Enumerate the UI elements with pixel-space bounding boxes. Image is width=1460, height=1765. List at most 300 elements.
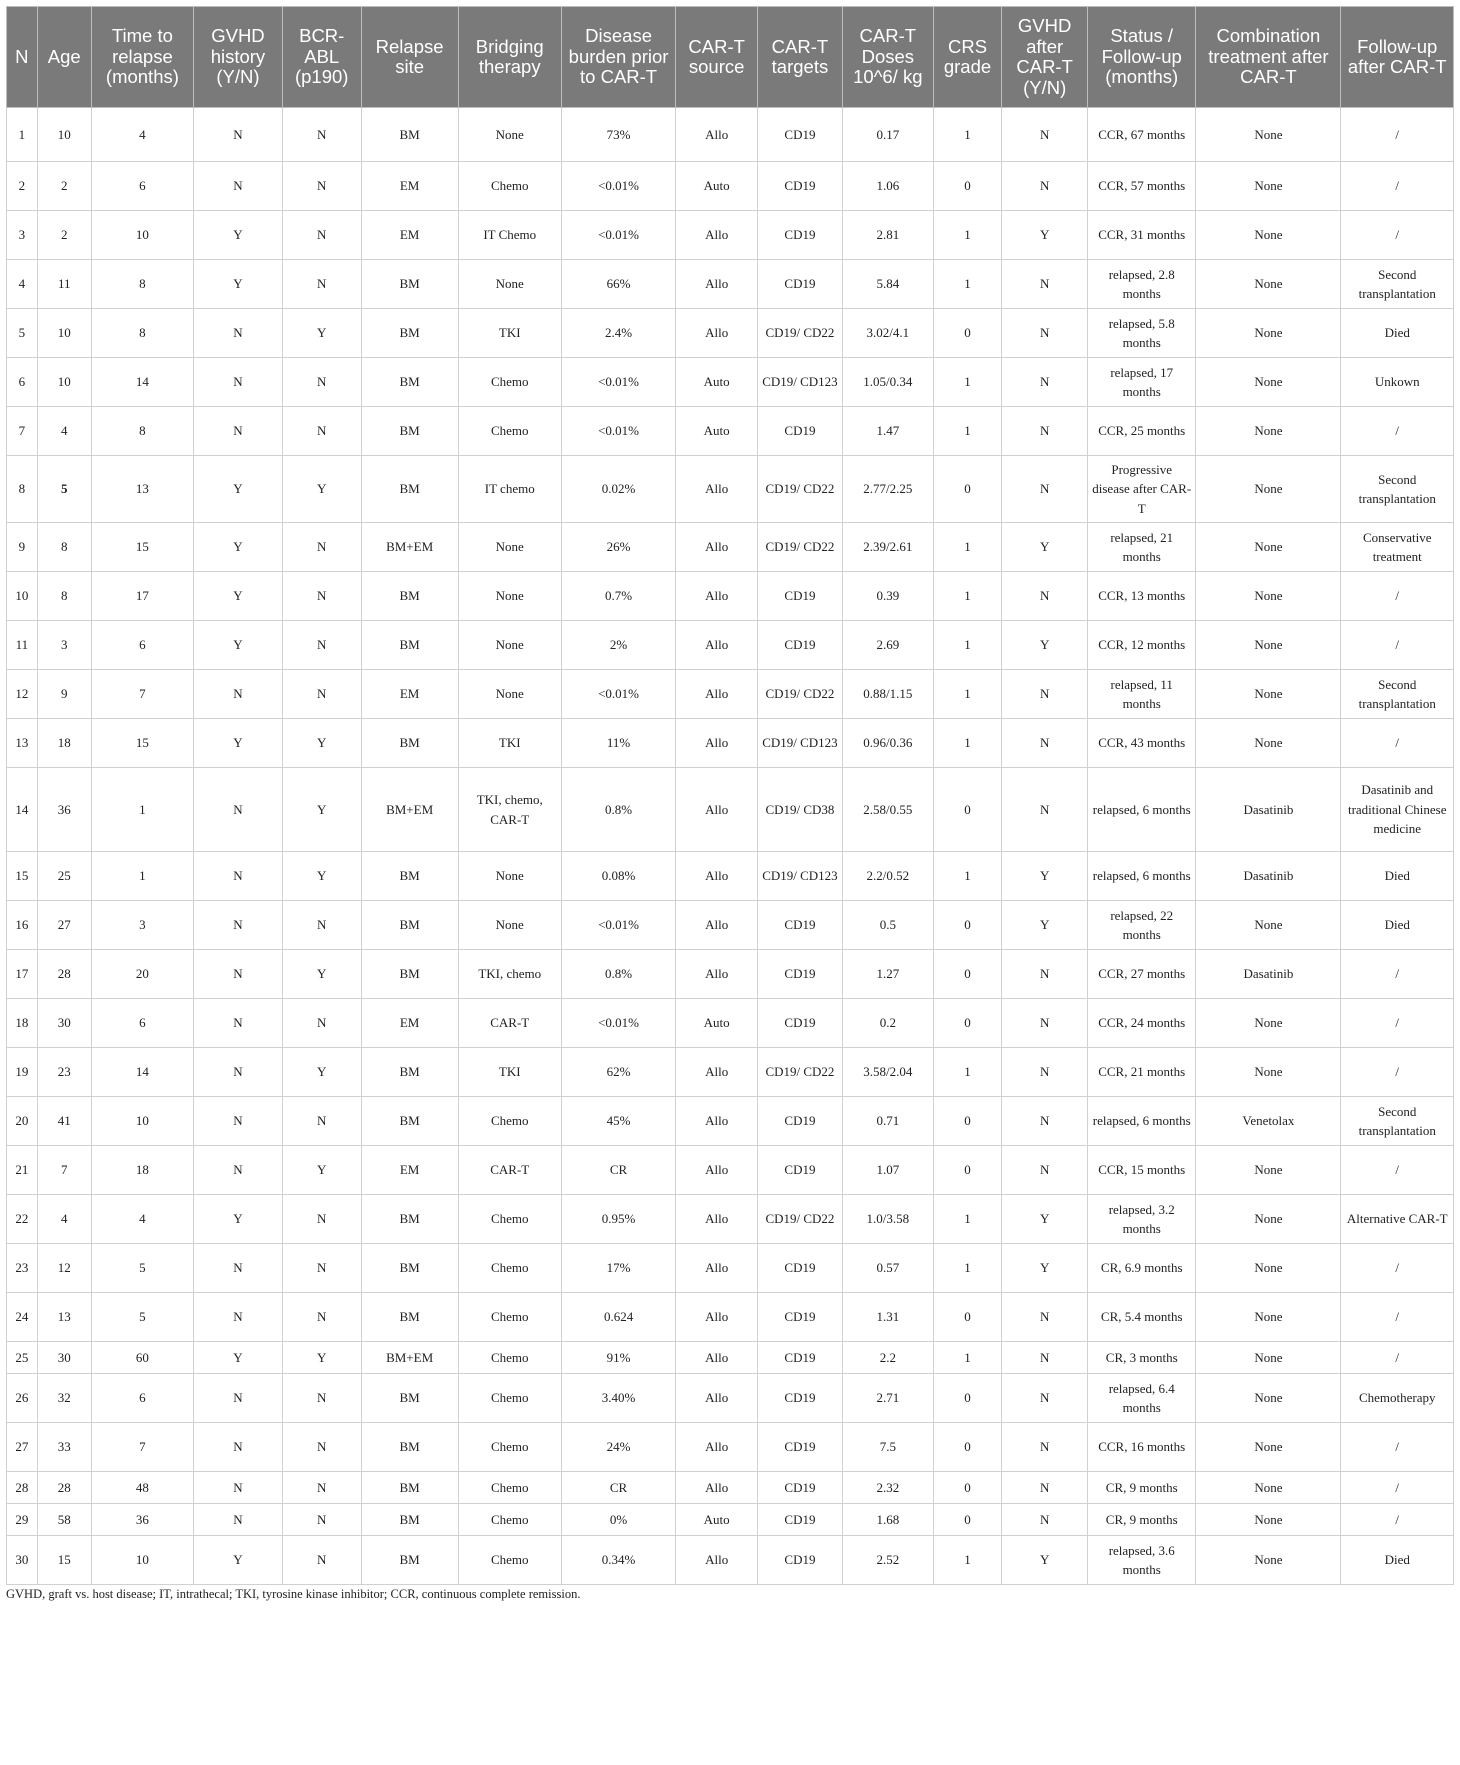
cell-time-to-relapse: 1 xyxy=(91,852,193,901)
cell-status-follow-up: relapsed, 6.4 months xyxy=(1088,1374,1196,1423)
cell-n: 11 xyxy=(7,621,38,670)
cell-age: 32 xyxy=(37,1374,91,1423)
table-row xyxy=(7,572,1454,621)
cell-gvhd-history: N xyxy=(194,1423,283,1472)
cell-car-t-source: Allo xyxy=(676,901,758,950)
cell-status-follow-up: relapsed, 17 months xyxy=(1088,358,1196,407)
cell-car-t-targets: CD19/ CD123 xyxy=(758,358,843,407)
cell-car-t-targets: CD19/ CD22 xyxy=(758,309,843,358)
cell-gvhd-after: Y xyxy=(1002,1195,1088,1244)
cell-n: 30 xyxy=(7,1536,38,1585)
cell-combination-treatment: None xyxy=(1196,1504,1341,1536)
cell-disease-burden: CR xyxy=(561,1472,675,1504)
cell-car-t-doses: 2.2/0.52 xyxy=(842,852,933,901)
cell-gvhd-after: N xyxy=(1002,1504,1088,1536)
cell-bridging-therapy: None xyxy=(458,852,561,901)
header-cell: GVHD history (Y/N) xyxy=(194,7,283,108)
cell-bridging-therapy: None xyxy=(458,572,561,621)
cell-follow-up-after: Second transplantation xyxy=(1341,456,1454,523)
cell-crs-grade: 0 xyxy=(933,1504,1001,1536)
cell-bridging-therapy: TKI, chemo xyxy=(458,950,561,999)
cell-bridging-therapy: Chemo xyxy=(458,1504,561,1536)
cell-gvhd-history: N xyxy=(194,309,283,358)
cell-crs-grade: 1 xyxy=(933,407,1001,456)
cell-bcr-abl: Y xyxy=(282,719,361,768)
cell-age: 7 xyxy=(37,1146,91,1195)
cell-car-t-source: Allo xyxy=(676,1472,758,1504)
cell-n: 14 xyxy=(7,768,38,852)
cell-car-t-doses: 2.32 xyxy=(842,1472,933,1504)
header-cell: Bridging therapy xyxy=(458,7,561,108)
cell-n: 26 xyxy=(7,1374,38,1423)
patient-table xyxy=(6,6,1454,1585)
cell-age: 28 xyxy=(37,1472,91,1504)
cell-car-t-doses: 1.27 xyxy=(842,950,933,999)
cell-combination-treatment: None xyxy=(1196,1472,1341,1504)
cell-combination-treatment: None xyxy=(1196,901,1341,950)
cell-follow-up-after: Chemotherapy xyxy=(1341,1374,1454,1423)
cell-relapse-site: EM xyxy=(361,162,458,211)
cell-bridging-therapy: None xyxy=(458,260,561,309)
cell-status-follow-up: CR, 5.4 months xyxy=(1088,1293,1196,1342)
cell-follow-up-after: Died xyxy=(1341,309,1454,358)
cell-car-t-doses: 0.88/1.15 xyxy=(842,670,933,719)
cell-gvhd-after: Y xyxy=(1002,621,1088,670)
cell-crs-grade: 1 xyxy=(933,1195,1001,1244)
table-row xyxy=(7,1536,1454,1585)
cell-gvhd-history: N xyxy=(194,407,283,456)
cell-n: 9 xyxy=(7,523,38,572)
cell-combination-treatment: None xyxy=(1196,1146,1341,1195)
cell-disease-burden: <0.01% xyxy=(561,211,675,260)
cell-age: 10 xyxy=(37,108,91,162)
cell-gvhd-after: N xyxy=(1002,1374,1088,1423)
header-cell: CAR-T Doses 10^6/ kg xyxy=(842,7,933,108)
cell-car-t-targets: CD19 xyxy=(758,901,843,950)
cell-disease-burden: <0.01% xyxy=(561,999,675,1048)
cell-follow-up-after: / xyxy=(1341,950,1454,999)
cell-crs-grade: 0 xyxy=(933,901,1001,950)
cell-follow-up-after: / xyxy=(1341,1244,1454,1293)
cell-combination-treatment: None xyxy=(1196,1536,1341,1585)
cell-n: 29 xyxy=(7,1504,38,1536)
cell-n: 28 xyxy=(7,1472,38,1504)
cell-gvhd-history: N xyxy=(194,1504,283,1536)
cell-time-to-relapse: 14 xyxy=(91,1048,193,1097)
cell-bcr-abl: N xyxy=(282,1472,361,1504)
cell-follow-up-after: / xyxy=(1341,1504,1454,1536)
cell-time-to-relapse: 60 xyxy=(91,1342,193,1374)
header-cell: GVHD after CAR-T (Y/N) xyxy=(1002,7,1088,108)
cell-car-t-source: Allo xyxy=(676,1293,758,1342)
cell-status-follow-up: CR, 3 months xyxy=(1088,1342,1196,1374)
cell-gvhd-history: N xyxy=(194,108,283,162)
cell-bcr-abl: N xyxy=(282,260,361,309)
cell-car-t-doses: 0.57 xyxy=(842,1244,933,1293)
cell-relapse-site: BM xyxy=(361,621,458,670)
cell-bridging-therapy: Chemo xyxy=(458,1244,561,1293)
cell-gvhd-after: N xyxy=(1002,1423,1088,1472)
cell-gvhd-history: Y xyxy=(194,1536,283,1585)
cell-age: 33 xyxy=(37,1423,91,1472)
cell-time-to-relapse: 5 xyxy=(91,1244,193,1293)
cell-car-t-doses: 3.58/2.04 xyxy=(842,1048,933,1097)
cell-follow-up-after: Conservative treatment xyxy=(1341,523,1454,572)
table-body xyxy=(7,108,1454,1585)
cell-car-t-source: Allo xyxy=(676,1097,758,1146)
cell-status-follow-up: CR, 9 months xyxy=(1088,1504,1196,1536)
cell-age: 10 xyxy=(37,309,91,358)
cell-relapse-site: BM xyxy=(361,1374,458,1423)
cell-car-t-doses: 2.71 xyxy=(842,1374,933,1423)
cell-bcr-abl: N xyxy=(282,1504,361,1536)
table-row xyxy=(7,523,1454,572)
cell-disease-burden: 62% xyxy=(561,1048,675,1097)
cell-time-to-relapse: 5 xyxy=(91,1293,193,1342)
cell-bcr-abl: Y xyxy=(282,1048,361,1097)
cell-car-t-source: Allo xyxy=(676,1048,758,1097)
cell-n: 12 xyxy=(7,670,38,719)
cell-crs-grade: 1 xyxy=(933,523,1001,572)
cell-age: 2 xyxy=(37,211,91,260)
cell-disease-burden: <0.01% xyxy=(561,407,675,456)
cell-car-t-doses: 1.05/0.34 xyxy=(842,358,933,407)
table-row xyxy=(7,1195,1454,1244)
cell-crs-grade: 0 xyxy=(933,1097,1001,1146)
table-row xyxy=(7,1097,1454,1146)
cell-gvhd-after: N xyxy=(1002,260,1088,309)
cell-gvhd-history: N xyxy=(194,358,283,407)
cell-bridging-therapy: Chemo xyxy=(458,1472,561,1504)
cell-bcr-abl: Y xyxy=(282,1342,361,1374)
cell-bcr-abl: N xyxy=(282,358,361,407)
cell-age: 9 xyxy=(37,670,91,719)
cell-crs-grade: 1 xyxy=(933,572,1001,621)
cell-n: 2 xyxy=(7,162,38,211)
cell-car-t-doses: 1.31 xyxy=(842,1293,933,1342)
cell-disease-burden: 17% xyxy=(561,1244,675,1293)
cell-disease-burden: 0.8% xyxy=(561,950,675,999)
cell-car-t-source: Allo xyxy=(676,1244,758,1293)
cell-crs-grade: 0 xyxy=(933,309,1001,358)
cell-bcr-abl: N xyxy=(282,999,361,1048)
cell-crs-grade: 0 xyxy=(933,999,1001,1048)
cell-combination-treatment: None xyxy=(1196,456,1341,523)
table-header xyxy=(7,7,1454,108)
cell-bcr-abl: N xyxy=(282,621,361,670)
header-cell: Combination treatment after CAR-T xyxy=(1196,7,1341,108)
cell-time-to-relapse: 18 xyxy=(91,1146,193,1195)
cell-gvhd-after: Y xyxy=(1002,211,1088,260)
cell-crs-grade: 1 xyxy=(933,1048,1001,1097)
cell-gvhd-history: Y xyxy=(194,211,283,260)
cell-relapse-site: BM xyxy=(361,1244,458,1293)
cell-car-t-targets: CD19 xyxy=(758,1472,843,1504)
cell-follow-up-after: / xyxy=(1341,162,1454,211)
header-row xyxy=(7,7,1454,108)
cell-status-follow-up: relapsed, 22 months xyxy=(1088,901,1196,950)
cell-car-t-targets: CD19 xyxy=(758,211,843,260)
cell-relapse-site: BM xyxy=(361,456,458,523)
cell-time-to-relapse: 10 xyxy=(91,1097,193,1146)
cell-gvhd-after: Y xyxy=(1002,523,1088,572)
header-cell: Status / Follow-up (months) xyxy=(1088,7,1196,108)
cell-car-t-targets: CD19 xyxy=(758,950,843,999)
cell-time-to-relapse: 7 xyxy=(91,670,193,719)
cell-crs-grade: 1 xyxy=(933,358,1001,407)
header-cell: Follow-up after CAR-T xyxy=(1341,7,1454,108)
cell-gvhd-after: N xyxy=(1002,1048,1088,1097)
cell-n: 8 xyxy=(7,456,38,523)
cell-follow-up-after: Unkown xyxy=(1341,358,1454,407)
table-row xyxy=(7,670,1454,719)
cell-car-t-doses: 3.02/4.1 xyxy=(842,309,933,358)
cell-follow-up-after: / xyxy=(1341,108,1454,162)
table-row xyxy=(7,1244,1454,1293)
cell-follow-up-after: / xyxy=(1341,1293,1454,1342)
table-row xyxy=(7,901,1454,950)
cell-crs-grade: 0 xyxy=(933,1472,1001,1504)
cell-crs-grade: 1 xyxy=(933,1342,1001,1374)
cell-car-t-source: Allo xyxy=(676,456,758,523)
cell-bcr-abl: Y xyxy=(282,309,361,358)
cell-age: 41 xyxy=(37,1097,91,1146)
cell-relapse-site: BM xyxy=(361,1472,458,1504)
cell-time-to-relapse: 4 xyxy=(91,1195,193,1244)
cell-combination-treatment: Dasatinib xyxy=(1196,852,1341,901)
cell-car-t-doses: 1.0/3.58 xyxy=(842,1195,933,1244)
cell-gvhd-history: N xyxy=(194,1244,283,1293)
cell-bridging-therapy: Chemo xyxy=(458,1293,561,1342)
cell-disease-burden: 0.624 xyxy=(561,1293,675,1342)
table-row xyxy=(7,1048,1454,1097)
cell-status-follow-up: CCR, 21 months xyxy=(1088,1048,1196,1097)
cell-relapse-site: BM+EM xyxy=(361,1342,458,1374)
cell-time-to-relapse: 15 xyxy=(91,523,193,572)
cell-disease-burden: 0.02% xyxy=(561,456,675,523)
cell-bcr-abl: Y xyxy=(282,768,361,852)
cell-relapse-site: BM xyxy=(361,108,458,162)
cell-relapse-site: BM xyxy=(361,852,458,901)
cell-combination-treatment: None xyxy=(1196,523,1341,572)
cell-combination-treatment: None xyxy=(1196,572,1341,621)
cell-relapse-site: BM xyxy=(361,358,458,407)
cell-n: 24 xyxy=(7,1293,38,1342)
cell-car-t-source: Auto xyxy=(676,407,758,456)
cell-status-follow-up: CCR, 12 months xyxy=(1088,621,1196,670)
cell-car-t-doses: 0.96/0.36 xyxy=(842,719,933,768)
cell-status-follow-up: relapsed, 21 months xyxy=(1088,523,1196,572)
cell-bcr-abl: N xyxy=(282,901,361,950)
cell-relapse-site: BM xyxy=(361,719,458,768)
cell-n: 23 xyxy=(7,1244,38,1293)
cell-bridging-therapy: IT Chemo xyxy=(458,211,561,260)
cell-relapse-site: BM xyxy=(361,309,458,358)
cell-combination-treatment: Dasatinib xyxy=(1196,950,1341,999)
cell-car-t-source: Allo xyxy=(676,309,758,358)
cell-gvhd-after: Y xyxy=(1002,1536,1088,1585)
cell-car-t-targets: CD19 xyxy=(758,260,843,309)
cell-status-follow-up: CCR, 43 months xyxy=(1088,719,1196,768)
cell-car-t-targets: CD19 xyxy=(758,1146,843,1195)
cell-combination-treatment: None xyxy=(1196,407,1341,456)
cell-follow-up-after: / xyxy=(1341,999,1454,1048)
cell-status-follow-up: Progressive disease after CAR-T xyxy=(1088,456,1196,523)
cell-age: 58 xyxy=(37,1504,91,1536)
cell-combination-treatment: None xyxy=(1196,1423,1341,1472)
cell-relapse-site: BM xyxy=(361,950,458,999)
cell-crs-grade: 0 xyxy=(933,1374,1001,1423)
cell-car-t-doses: 1.47 xyxy=(842,407,933,456)
cell-status-follow-up: CCR, 13 months xyxy=(1088,572,1196,621)
table-row xyxy=(7,768,1454,852)
cell-n: 15 xyxy=(7,852,38,901)
cell-car-t-targets: CD19 xyxy=(758,621,843,670)
cell-follow-up-after: / xyxy=(1341,1342,1454,1374)
cell-combination-treatment: None xyxy=(1196,1374,1341,1423)
cell-crs-grade: 0 xyxy=(933,162,1001,211)
cell-status-follow-up: CCR, 57 months xyxy=(1088,162,1196,211)
cell-age: 4 xyxy=(37,1195,91,1244)
cell-time-to-relapse: 10 xyxy=(91,211,193,260)
cell-car-t-doses: 2.69 xyxy=(842,621,933,670)
cell-car-t-source: Allo xyxy=(676,211,758,260)
cell-gvhd-after: N xyxy=(1002,162,1088,211)
cell-time-to-relapse: 10 xyxy=(91,1536,193,1585)
cell-bridging-therapy: Chemo xyxy=(458,407,561,456)
cell-follow-up-after: Alternative CAR-T xyxy=(1341,1195,1454,1244)
cell-car-t-source: Allo xyxy=(676,852,758,901)
cell-disease-burden: 0% xyxy=(561,1504,675,1536)
cell-disease-burden: CR xyxy=(561,1146,675,1195)
cell-crs-grade: 1 xyxy=(933,719,1001,768)
cell-time-to-relapse: 48 xyxy=(91,1472,193,1504)
cell-gvhd-after: N xyxy=(1002,456,1088,523)
cell-bcr-abl: N xyxy=(282,1195,361,1244)
cell-time-to-relapse: 15 xyxy=(91,719,193,768)
cell-n: 10 xyxy=(7,572,38,621)
cell-bridging-therapy: CAR-T xyxy=(458,999,561,1048)
cell-bcr-abl: Y xyxy=(282,950,361,999)
cell-status-follow-up: relapsed, 6 months xyxy=(1088,852,1196,901)
cell-bridging-therapy: None xyxy=(458,523,561,572)
cell-gvhd-history: Y xyxy=(194,1342,283,1374)
cell-follow-up-after: Second transplantation xyxy=(1341,260,1454,309)
cell-status-follow-up: CCR, 24 months xyxy=(1088,999,1196,1048)
cell-age: 8 xyxy=(37,523,91,572)
cell-car-t-targets: CD19 xyxy=(758,999,843,1048)
cell-gvhd-history: Y xyxy=(194,1195,283,1244)
cell-bridging-therapy: Chemo xyxy=(458,162,561,211)
cell-relapse-site: BM xyxy=(361,407,458,456)
cell-car-t-targets: CD19/ CD123 xyxy=(758,719,843,768)
cell-relapse-site: EM xyxy=(361,999,458,1048)
cell-status-follow-up: relapsed, 3.2 months xyxy=(1088,1195,1196,1244)
cell-combination-treatment: None xyxy=(1196,1195,1341,1244)
cell-status-follow-up: relapsed, 6 months xyxy=(1088,1097,1196,1146)
cell-gvhd-history: N xyxy=(194,1048,283,1097)
table-row xyxy=(7,260,1454,309)
table-row xyxy=(7,358,1454,407)
table-row xyxy=(7,621,1454,670)
cell-car-t-source: Allo xyxy=(676,1374,758,1423)
cell-combination-treatment: None xyxy=(1196,211,1341,260)
header-cell: Relapse site xyxy=(361,7,458,108)
cell-disease-burden: 0.8% xyxy=(561,768,675,852)
cell-gvhd-history: Y xyxy=(194,719,283,768)
cell-age: 18 xyxy=(37,719,91,768)
cell-car-t-targets: CD19/ CD123 xyxy=(758,852,843,901)
cell-combination-treatment: None xyxy=(1196,309,1341,358)
cell-car-t-source: Auto xyxy=(676,162,758,211)
cell-bcr-abl: Y xyxy=(282,852,361,901)
cell-gvhd-history: Y xyxy=(194,260,283,309)
document xyxy=(6,6,1454,1602)
cell-disease-burden: 26% xyxy=(561,523,675,572)
cell-car-t-doses: 1.07 xyxy=(842,1146,933,1195)
cell-gvhd-history: N xyxy=(194,901,283,950)
cell-combination-treatment: None xyxy=(1196,1342,1341,1374)
cell-combination-treatment: None xyxy=(1196,162,1341,211)
cell-gvhd-after: N xyxy=(1002,1472,1088,1504)
cell-time-to-relapse: 8 xyxy=(91,407,193,456)
cell-disease-burden: 91% xyxy=(561,1342,675,1374)
cell-follow-up-after: / xyxy=(1341,407,1454,456)
cell-car-t-source: Allo xyxy=(676,108,758,162)
cell-relapse-site: BM xyxy=(361,260,458,309)
cell-follow-up-after: / xyxy=(1341,1423,1454,1472)
cell-combination-treatment: Dasatinib xyxy=(1196,768,1341,852)
cell-status-follow-up: CCR, 67 months xyxy=(1088,108,1196,162)
cell-bridging-therapy: None xyxy=(458,901,561,950)
cell-n: 6 xyxy=(7,358,38,407)
cell-follow-up-after: / xyxy=(1341,719,1454,768)
cell-n: 17 xyxy=(7,950,38,999)
cell-crs-grade: 0 xyxy=(933,1293,1001,1342)
cell-bridging-therapy: TKI xyxy=(458,309,561,358)
cell-car-t-targets: CD19 xyxy=(758,1374,843,1423)
cell-age: 27 xyxy=(37,901,91,950)
cell-relapse-site: BM xyxy=(361,572,458,621)
cell-gvhd-history: N xyxy=(194,999,283,1048)
cell-gvhd-history: Y xyxy=(194,572,283,621)
cell-relapse-site: BM xyxy=(361,1423,458,1472)
cell-disease-burden: 2% xyxy=(561,621,675,670)
cell-gvhd-after: N xyxy=(1002,1146,1088,1195)
cell-combination-treatment: None xyxy=(1196,621,1341,670)
cell-car-t-targets: CD19 xyxy=(758,1097,843,1146)
table-row xyxy=(7,211,1454,260)
cell-gvhd-history: N xyxy=(194,1097,283,1146)
cell-relapse-site: BM xyxy=(361,1195,458,1244)
cell-n: 27 xyxy=(7,1423,38,1472)
cell-combination-treatment: None xyxy=(1196,358,1341,407)
cell-disease-burden: 0.34% xyxy=(561,1536,675,1585)
cell-car-t-targets: CD19/ CD22 xyxy=(758,456,843,523)
cell-follow-up-after: Dasatinib and traditional Chinese medicine xyxy=(1341,768,1454,852)
cell-gvhd-history: Y xyxy=(194,621,283,670)
table-row xyxy=(7,108,1454,162)
cell-follow-up-after: Died xyxy=(1341,852,1454,901)
cell-bridging-therapy: None xyxy=(458,670,561,719)
cell-disease-burden: 24% xyxy=(561,1423,675,1472)
cell-n: 3 xyxy=(7,211,38,260)
cell-gvhd-after: N xyxy=(1002,572,1088,621)
cell-age: 11 xyxy=(37,260,91,309)
cell-gvhd-after: N xyxy=(1002,719,1088,768)
cell-combination-treatment: None xyxy=(1196,999,1341,1048)
cell-disease-burden: 45% xyxy=(561,1097,675,1146)
